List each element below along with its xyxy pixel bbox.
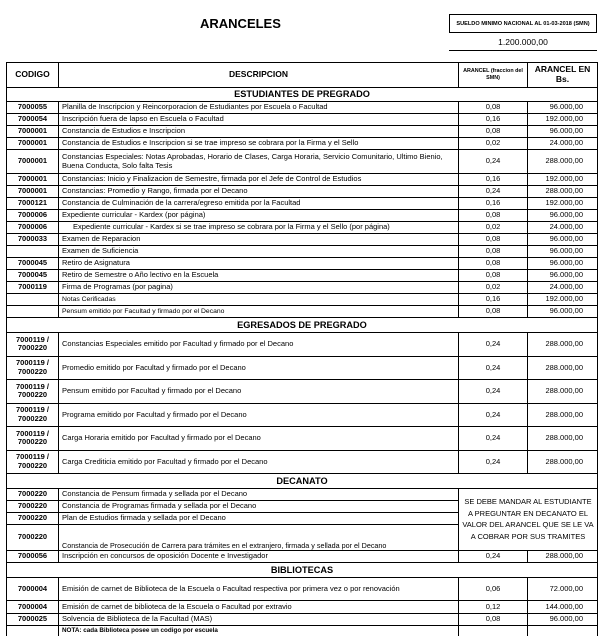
- code-cell: [7, 356, 59, 380]
- factor-cell: 0,08: [459, 102, 528, 114]
- factor-cell: 0,08: [459, 306, 528, 318]
- factor-cell: 0,24: [459, 333, 528, 357]
- arancel-cell: 96.000,00: [528, 210, 598, 222]
- factor-cell: 0,24: [459, 380, 528, 404]
- description-cell: Constancias: Inicio y Finalizacion de Semestre, firmada por el Jefe de Control de Estudios: [59, 174, 459, 186]
- description-cell: Examen de Suficiencia: [59, 246, 459, 258]
- table-row: [7, 403, 598, 427]
- section-header-decanato: [7, 474, 598, 489]
- factor-cell: 0,24: [459, 450, 528, 474]
- arancel-cell: 96.000,00: [528, 126, 598, 138]
- code-column-header: CODIGO: [7, 63, 59, 88]
- table-row: [7, 126, 598, 138]
- table-row: [7, 282, 598, 294]
- code-cell: [7, 333, 59, 357]
- factor-cell: 0,08: [459, 258, 528, 270]
- table-row: [7, 427, 598, 451]
- section-header-pregrado: [7, 88, 598, 102]
- table-row: [7, 270, 598, 282]
- description-cell: Promedio emitido por Facultad y firmado por el Decano: [59, 356, 459, 380]
- arancel-cell: 192.000,00: [528, 294, 598, 306]
- description-cell: Pensum emitido por Facultad y firmado por el Decano: [59, 380, 459, 404]
- table-row: [7, 198, 598, 210]
- arancel-cell: 24.000,00: [528, 282, 598, 294]
- table-row: [7, 114, 598, 126]
- table-row: [7, 150, 598, 174]
- arancel-cell: 24.000,00: [528, 222, 598, 234]
- code-cell: 7000033: [7, 234, 59, 246]
- table-row: [7, 380, 598, 404]
- code-cell: 7000056: [7, 551, 59, 563]
- factor-cell: 0,08: [459, 246, 528, 258]
- arancel-cell: 96.000,00: [528, 246, 598, 258]
- arancel-cell: 24.000,00: [528, 138, 598, 150]
- decanato-note-line: VALOR DEL ARANCEL QUE SE LE VA: [462, 520, 594, 530]
- description-cell: Constancia de Estudios e Inscripcion si se trae impreso se cobrara por la Firma y el Sello: [59, 138, 459, 150]
- code-line-1: 7000119 /: [16, 334, 49, 344]
- description-cell: Programa emitido por Facultad y firmado por el Decano: [59, 403, 459, 427]
- description-cell: Constancias Especiales emitido por Facultad y firmado por el Decano: [59, 333, 459, 357]
- code-cell: 7000055: [7, 102, 59, 114]
- table-row: [7, 489, 598, 501]
- factor-cell: 0,02: [459, 138, 528, 150]
- description-cell: Retiro de Semestre o Año lectivo en la Escuela: [59, 270, 459, 282]
- arancel-cell: 72.000,00: [528, 578, 598, 601]
- description-cell: Plan de Estudios firmada y sellada por el Decano: [59, 513, 459, 525]
- code-cell: 7000001: [7, 174, 59, 186]
- code-cell: 7000001: [7, 138, 59, 150]
- table-row: [7, 246, 598, 258]
- factor-cell: 0,24: [459, 427, 528, 451]
- description-cell: Emisión de carnet de Biblioteca de la Escuela o Facultad respectiva por primera vez o por renovación: [59, 578, 459, 601]
- factor-cell: 0,24: [459, 150, 528, 174]
- code-cell: [7, 294, 59, 306]
- code-line-1: 7000119 /: [16, 358, 49, 368]
- arancel-cell: 288.000,00: [528, 551, 598, 563]
- arancel-cell: 96.000,00: [528, 258, 598, 270]
- arancel-cell: 96.000,00: [528, 306, 598, 318]
- arancel-cell: 96.000,00: [528, 102, 598, 114]
- factor-cell: 0,08: [459, 234, 528, 246]
- code-line-2: 7000220: [17, 460, 48, 470]
- description-cell: Solvencia de Biblioteca de la Facultad (MAS): [59, 614, 459, 626]
- description-cell: Emisión de carnet de biblioteca de la Escuela o Facultad por extravio: [59, 601, 459, 614]
- decanato-note-line: A PREGUNTAR EN DECANATO EL: [467, 508, 589, 518]
- code-cell: 7000025: [7, 614, 59, 626]
- description-cell: Expediente curricular - Kardex (por página): [59, 210, 459, 222]
- code-cell: 7000045: [7, 258, 59, 270]
- description-cell: Carga Crediticia emitido por Facultad y firmado por el Decano: [59, 450, 459, 474]
- code-cell: [7, 403, 59, 427]
- decanato-note: [459, 489, 598, 551]
- description-cell: Inscripción fuera de lapso en Escuela o Facultad: [59, 114, 459, 126]
- description-cell: Constancia de Prosecución de Carrera para trámites en el extranjero, firmada y sellada por el Decano: [59, 525, 459, 551]
- factor-cell: 0,24: [459, 551, 528, 563]
- factor-cell: 0,16: [459, 294, 528, 306]
- factor-cell: 0,06: [459, 578, 528, 601]
- decanato-note-line: SE DEBE MANDAR AL ESTUDIANTE: [464, 497, 592, 506]
- table-row: [7, 450, 598, 474]
- code-cell: [7, 450, 59, 474]
- code-cell: 7000004: [7, 578, 59, 601]
- code-cell: 7000054: [7, 114, 59, 126]
- description-cell: Firma de Programas (por pagina): [59, 282, 459, 294]
- table-row: [7, 186, 598, 198]
- section-title: ESTUDIANTES DE PREGRADO: [7, 88, 598, 102]
- code-cell: 7000045: [7, 270, 59, 282]
- arancel-cell: 288.000,00: [528, 356, 598, 380]
- table-row: [7, 601, 598, 614]
- code-line-2: 7000220: [17, 390, 48, 400]
- code-cell: 7000001: [7, 126, 59, 138]
- section-title: EGRESADOS DE PREGRADO: [7, 318, 598, 333]
- code-cell: 7000220: [7, 513, 59, 525]
- table-row: [7, 222, 598, 234]
- arancel-cell: 192.000,00: [528, 174, 598, 186]
- description-cell: Inscripción en concursos de oposición Docente e Investigador: [59, 551, 459, 563]
- section-header-bibliotecas: [7, 563, 598, 578]
- code-cell: 7000220: [7, 489, 59, 501]
- factor-cell: 0,16: [459, 174, 528, 186]
- table-row: [7, 551, 598, 563]
- factor-cell: 0,08: [459, 270, 528, 282]
- arancel-cell: 288.000,00: [528, 450, 598, 474]
- code-cell: [7, 380, 59, 404]
- description-cell: Planilla de Inscripcion y Reincorporacion de Estudiantes por Escuela o Facultad: [59, 102, 459, 114]
- code-cell: [7, 246, 59, 258]
- section-header-egresados: [7, 318, 598, 333]
- description-cell: Constancia de Estudios e Inscripcion: [59, 126, 459, 138]
- section-title: DECANATO: [7, 474, 598, 489]
- table-row: [7, 210, 598, 222]
- aranceles-table: [6, 62, 598, 636]
- arancel-cell: 288.000,00: [528, 333, 598, 357]
- decanato-note-line: A COBRAR POR SUS TRAMITES: [470, 531, 586, 541]
- arancel-cell: 192.000,00: [528, 198, 598, 210]
- section-title: BIBLIOTECAS: [7, 563, 598, 578]
- factor-cell: 0,24: [459, 356, 528, 380]
- arancel-cell: 288.000,00: [528, 150, 598, 174]
- code-line-1: 7000119 /: [16, 428, 49, 438]
- smn-label: SUELDO MINIMO NACIONAL AL 01-03-2018 (SMN): [449, 14, 597, 33]
- table-header-row: [7, 63, 598, 88]
- code-line-2: 7000220: [17, 343, 48, 353]
- description-cell: Expediente curricular - Kardex si se trae impreso se cobrara por la Firma y el Sello (por página): [59, 222, 459, 234]
- table-row: [7, 174, 598, 186]
- empty-cell: [459, 626, 528, 636]
- arancel-cell: 288.000,00: [528, 427, 598, 451]
- empty-cell: [528, 626, 598, 636]
- factor-cell: 0,12: [459, 601, 528, 614]
- code-cell: 7000006: [7, 210, 59, 222]
- factor-cell: 0,16: [459, 114, 528, 126]
- code-cell: 7000006: [7, 222, 59, 234]
- page-title: ARANCELES: [200, 16, 281, 31]
- table-row: [7, 614, 598, 626]
- description-cell: Constancias Especiales: Notas Aprobadas, Horario de Clases, Carga Horaria, Servicio Comunitario, Ultimo Bienio, Buena Conducta, Solo falta Tesis: [59, 150, 459, 174]
- smn-box: [449, 14, 597, 52]
- code-line-1: 7000119 /: [16, 381, 49, 391]
- arancel-cell: 96.000,00: [528, 234, 598, 246]
- table-row: [7, 333, 598, 357]
- description-column-header: DESCRIPCION: [59, 63, 459, 88]
- factor-column-header: ARANCEL (fraccion del SMN): [459, 63, 528, 88]
- code-cell: [7, 427, 59, 451]
- factor-cell: 0,02: [459, 222, 528, 234]
- code-line-2: 7000220: [17, 413, 48, 423]
- factor-cell: 0,24: [459, 186, 528, 198]
- footer-note-row: [7, 626, 598, 636]
- code-line-2: 7000220: [17, 437, 48, 447]
- factor-cell: 0,16: [459, 198, 528, 210]
- table-row: [7, 102, 598, 114]
- arancel-cell: 192.000,00: [528, 114, 598, 126]
- footer-note: NOTA: cada Biblioteca posee un codigo por escuela: [59, 626, 459, 636]
- description-cell: Notas Cerificadas: [59, 294, 459, 306]
- code-line-2: 7000220: [17, 366, 48, 376]
- arancel-cell: 288.000,00: [528, 186, 598, 198]
- arancel-cell: 288.000,00: [528, 380, 598, 404]
- description-cell: Carga Horaria emitido por Facultad y firmado por el Decano: [59, 427, 459, 451]
- description-cell: Retiro de Asignatura: [59, 258, 459, 270]
- factor-cell: 0,02: [459, 282, 528, 294]
- table-row: [7, 578, 598, 601]
- arancel-cell: 144.000,00: [528, 601, 598, 614]
- table-row: [7, 356, 598, 380]
- empty-cell: [7, 626, 59, 636]
- description-cell: Constancia de Culminación de la carrera/egreso emitida por la Facultad: [59, 198, 459, 210]
- table-row: [7, 306, 598, 318]
- description-cell: Constancia de Programas firmada y sellada por el Decano: [59, 501, 459, 513]
- code-line-1: 7000119 /: [16, 452, 49, 462]
- code-cell: 7000004: [7, 601, 59, 614]
- description-cell: Constancia de Pensum firmada y sellada por el Decano: [59, 489, 459, 501]
- code-line-1: 7000119 /: [16, 405, 49, 415]
- description-cell: Pensum emitido por Facultad y firmado por el Decano: [59, 306, 459, 318]
- description-cell: Constancias: Promedio y Rango, firmada por el Decano: [59, 186, 459, 198]
- factor-cell: 0,08: [459, 126, 528, 138]
- table-row: [7, 258, 598, 270]
- code-cell: 7000001: [7, 150, 59, 174]
- table-row: [7, 294, 598, 306]
- code-cell: 7000220: [7, 525, 59, 551]
- code-cell: 7000119: [7, 282, 59, 294]
- table-row: [7, 234, 598, 246]
- arancel-cell: 96.000,00: [528, 614, 598, 626]
- factor-cell: 0,24: [459, 403, 528, 427]
- smn-value: 1.200.000,00: [449, 33, 597, 51]
- code-cell: 7000121: [7, 198, 59, 210]
- factor-cell: 0,08: [459, 210, 528, 222]
- table-row: [7, 138, 598, 150]
- arancel-cell: 288.000,00: [528, 403, 598, 427]
- code-cell: 7000220: [7, 501, 59, 513]
- description-cell: Examen de Reparacion: [59, 234, 459, 246]
- factor-cell: 0,08: [459, 614, 528, 626]
- arancel-column-header: ARANCEL EN Bs.: [528, 63, 598, 88]
- code-cell: 7000001: [7, 186, 59, 198]
- code-cell: [7, 306, 59, 318]
- arancel-cell: 96.000,00: [528, 270, 598, 282]
